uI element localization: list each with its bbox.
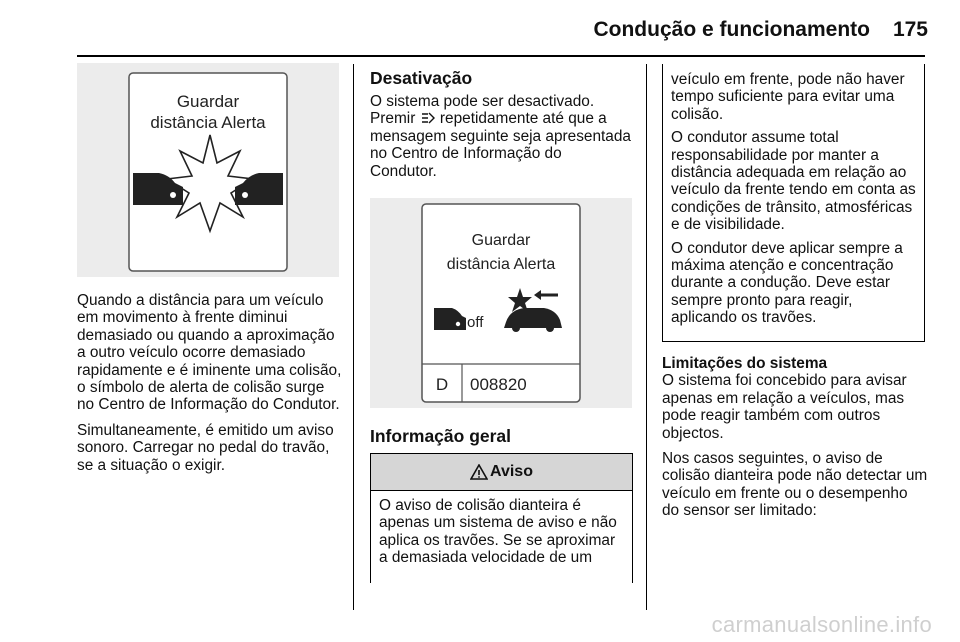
figure1-line1: Guardar (176, 92, 240, 111)
dic-display-figure (370, 198, 632, 408)
header-rule (77, 55, 925, 57)
warning-triangle-icon (470, 464, 488, 480)
warning-box (370, 453, 633, 583)
col3-paragraph-1: O sistema foi concebido para avisar apenas em relação a veículos, mas pode reagir também com outros objectos. (662, 372, 907, 442)
deactivation-text-start: O sistema pode ser desactivado. Premir (370, 93, 595, 128)
column-divider-right (646, 64, 647, 610)
warning-cont-paragraph-2: O condutor assume total responsabilidade por manter a distância adequada em relação ao veículo da frente tendo em conta as condições de trânsito, atmosféricas e de visibilidade. (671, 129, 916, 234)
collision-alert-figure (77, 63, 339, 277)
warning-cont-paragraph-3: O condutor deve aplicar sempre a máxima atenção e concentração durante a condução. Deve estar sempre pronto para reagir, aplicando os travões. (671, 239, 903, 327)
section-title: Condução e funcionamento (593, 18, 870, 41)
warning-header (371, 454, 632, 491)
warning-cont-paragraph-1: veículo em frente, pode não haver tempo suficiente para evitar uma colisão. (671, 71, 905, 123)
general-info-section (370, 426, 632, 451)
deactivation-text-end: repetidamente até que a mensagem seguinte seja apresentada no Centro de Informação do Condutor. (370, 110, 631, 180)
watermark: carmanualsonline.info (711, 612, 932, 637)
col3-paragraph-2: Nos casos seguintes, o aviso de colisão dianteira pode não detectar um veículo em frente ou o desempenho do sensor ser limitado: (662, 450, 928, 520)
odometer-reading: 008820 (470, 375, 527, 394)
col1-paragraph-2: Simultaneamente, é emitido um aviso sonoro. Carregar no pedal do travão, se a situação o exigir. (77, 421, 334, 474)
system-limitations-heading: Limitações do sistema (662, 355, 828, 372)
column-3 (662, 355, 928, 528)
steering-wheel-button-icon (420, 111, 436, 125)
deactivation-heading: Desativação (370, 68, 473, 88)
figure1-line2: distância Alerta (150, 113, 266, 132)
page-number: 175 (892, 18, 928, 41)
col1-paragraph-1: Quando a distância para um veículo em movimento à frente diminui demasiado ou quando a aproximação a outro veículo ocorre demasiado rapidamente e é iminente uma colisão, o símbolo de alerta de colisão surge no Centro de Informação do Condutor. (77, 292, 342, 414)
column-1 (77, 292, 345, 482)
column-divider-left (353, 64, 354, 610)
general-info-heading: Informação geral (370, 426, 512, 446)
warning-text: O aviso de colisão dianteira é apenas um sistema de aviso e não aplica os travões. Se se aproximar a demasiada velocidade de um (379, 497, 617, 567)
figure2-line1: Guardar (471, 232, 531, 249)
gear-indicator: D (435, 375, 449, 394)
column-2 (370, 68, 632, 188)
warning-box-continued (662, 64, 925, 342)
figure2-line2: distância Alerta (446, 256, 556, 273)
warning-title: Aviso (490, 463, 533, 480)
off-label: off (467, 314, 484, 331)
